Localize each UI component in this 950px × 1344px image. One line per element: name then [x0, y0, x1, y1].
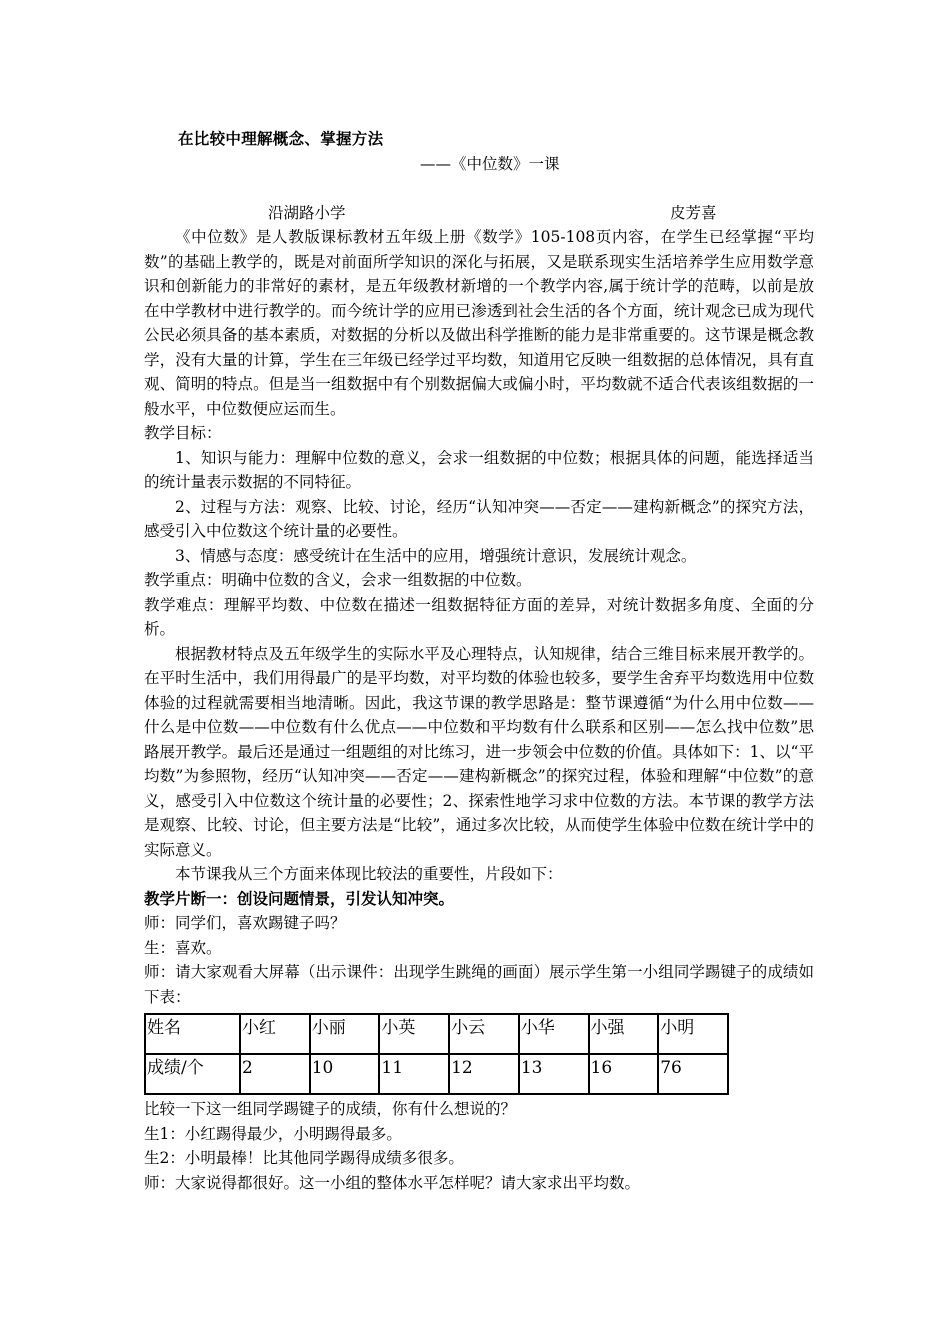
- paragraph: 根据教材特点及五年级学生的实际水平及心理特点，认知规律，结合三维目标来展开教学的。在平时生活中，我们用得最广的是平均数，对平均数的体验也较多，要学生舍弃平均数选用中位数体验的过程就需要相当地清晰。因此，我这节课的教学思路是：整节课遵循“为什么用中位数——什么是中位数——中位数有什么优点——中位数和平均数有什么联系和区别——怎么找中位数”思路展开教学。最后还是通过一组题组的对比练习，进一步领会中位数的价值。具体如下：1、以“平均数”为参照物，经历“认知冲突——否定——建构新概念”的探究过程，体验和理解“中位数”的意义，感受引入中位数这个统计量的必要性；2、探索性地学习求中位数的方法。本节课的教学方法是观察、比较、讨论，但主要方法是“比较”，通过多次比较，从而使学生体验中位数在统计学中的实际意义。: [144, 644, 814, 859]
- table-cell: 13: [519, 1054, 589, 1094]
- table-row: [145, 1014, 728, 1054]
- paragraph: 比较一下这一组同学踢键子的成绩，你有什么想说的？: [144, 1100, 517, 1118]
- table-cell: 小明: [658, 1014, 728, 1054]
- table-cell: 10: [310, 1054, 380, 1094]
- table-cell: 小英: [379, 1014, 449, 1054]
- table-row-header: 姓名: [145, 1014, 240, 1054]
- table-row-header: 成绩/个: [145, 1054, 240, 1094]
- paragraph: 2、过程与方法：观察、比较、讨论，经历“认知冲突——否定——建构新概念”的探究方法，感受引入中位数这个统计量的必要性。: [144, 497, 814, 540]
- document-body: [144, 225, 814, 1195]
- table-cell: 12: [449, 1054, 519, 1094]
- paragraph: 生：喜欢。: [144, 938, 222, 957]
- document-title: 在比较中理解概念、掌握方法: [178, 130, 384, 148]
- table-cell: 11: [379, 1054, 449, 1094]
- table-cell: 小红: [240, 1014, 310, 1054]
- paragraphs-after: [144, 1097, 814, 1195]
- paragraph: 师：同学们，喜欢踢键子吗？: [144, 914, 346, 932]
- paragraph: 本节课我从三个方面来体现比较法的重要性，片段如下：: [175, 865, 563, 883]
- paragraph: 教学目标：: [144, 424, 222, 442]
- table-cell: 小强: [589, 1014, 659, 1054]
- table-cell: 小云: [449, 1014, 519, 1054]
- paragraph: 师：请大家观看大屏幕（出示课件：出现学生跳绳的画面）展示学生第一小组同学踢键子的成绩如下表：: [144, 963, 814, 1006]
- paragraph: 教学重点：明确中位数的含义，会求一组数据的中位数。: [144, 571, 532, 589]
- table-cell: 2: [240, 1054, 310, 1094]
- paragraph: 师：大家说得都很好。这一小组的整体水平怎样呢？请大家求出平均数。: [144, 1173, 641, 1192]
- document-subtitle: ——《中位数》一课: [420, 155, 560, 173]
- paragraph: 3、情感与态度：感受统计在生活中的应用，增强统计意识，发展统计观念。: [175, 546, 697, 565]
- paragraph: 1、知识与能力：理解中位数的意义，会求一组数据的中位数；根据具体的问题，能选择适当的统计量表示数据的不同特征。: [144, 448, 814, 491]
- school-name: 沿湖路小学: [268, 204, 346, 222]
- score-table: [144, 1013, 729, 1095]
- table-cell: 16: [589, 1054, 659, 1094]
- paragraph: 教学难点：理解平均数、中位数在描述一组数据特征方面的差异，对统计数据多角度、全面的分析。: [144, 595, 814, 638]
- paragraph: 《中位数》是人教版课标教材五年级上册《数学》105-108页内容，在学生已经掌握“平均数”的基础上教学的，既是对前面所学知识的深化与拓展，又是联系现实生活培养学生应用数学意识和创新能力的非常好的素材，是五年级教材新增的一个教学内容,属于统计学的范畴，以前是放在中学教材中进行教学的。而今统计学的应用已渗透到社会生活的各个方面，统计观念已成为现代公民必须具备的基本素质，对数据的分析以及做出科学推断的能力是非常重要的。这节课是概念教学，没有大量的计算，学生在三年级已经学过平均数，知道用它反映一组数据的总体情况，具有直观、简明的特点。但是当一组数据中有个别数据偏大或偏小时，平均数就不适合代表该组数据的一般水平，中位数便应运而生。: [144, 228, 814, 418]
- table-row: [145, 1054, 728, 1094]
- author-name: 皮芳喜: [670, 204, 717, 222]
- paragraphs-before: [144, 225, 814, 1009]
- paragraph: 生2：小明最棒！比其他同学踢得成绩多很多。: [144, 1149, 464, 1167]
- table-cell: 76: [658, 1054, 728, 1094]
- paragraph: 生1：小红踢得最少，小明踢得最多。: [144, 1124, 402, 1143]
- table-cell: 小华: [519, 1014, 589, 1054]
- table-cell: 小丽: [310, 1014, 380, 1054]
- section-heading: 教学片断一：创设问题情景，引发认知冲突。: [144, 889, 455, 908]
